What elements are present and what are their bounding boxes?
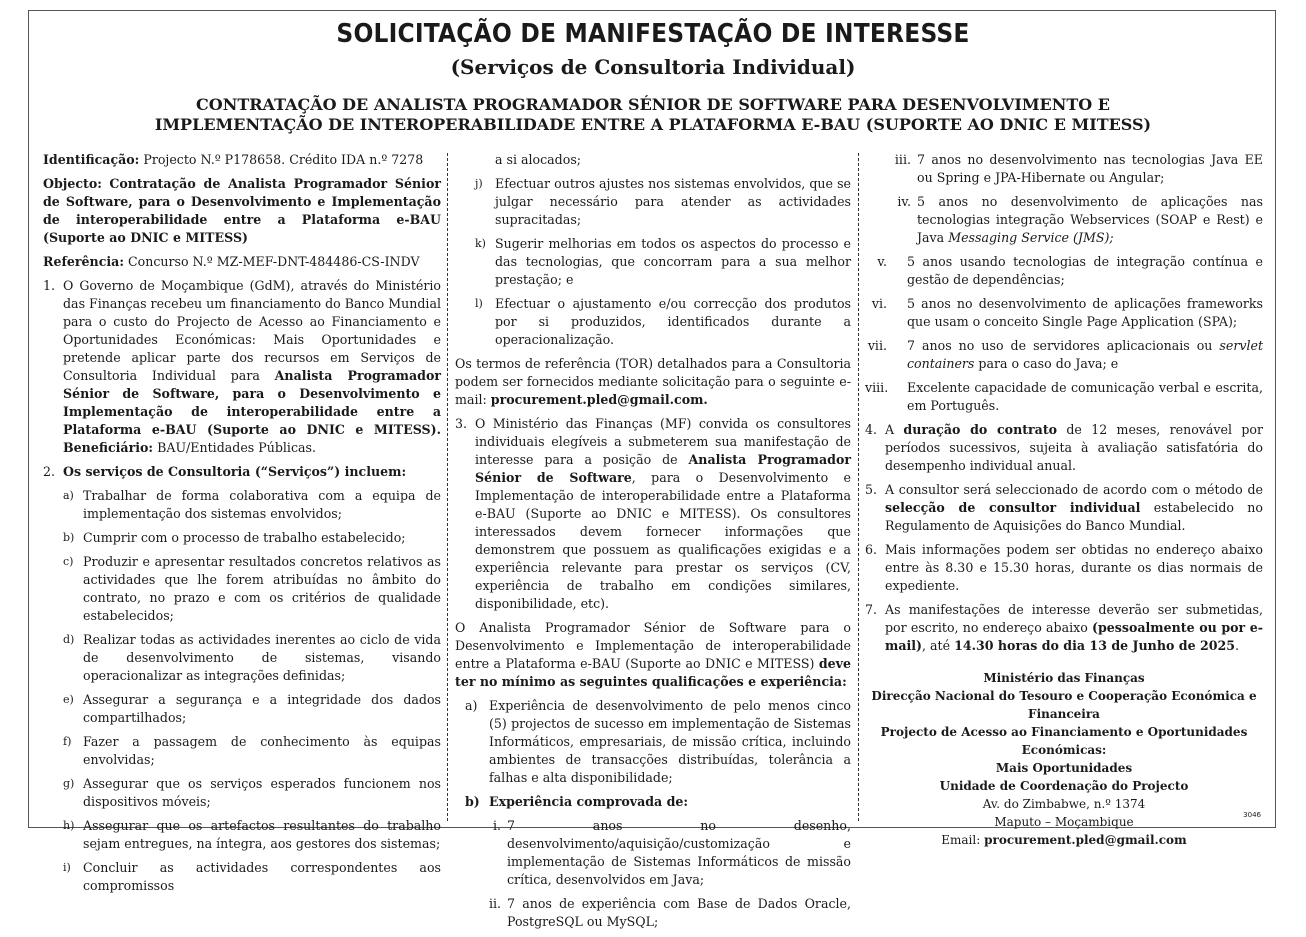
list-item: b) Experiência comprovada de: bbox=[465, 794, 689, 809]
list-item: ii. 7 anos de experiência com Base de Dados Oracle, PostgreSQL ou MySQL; bbox=[488, 896, 851, 929]
signature-block bbox=[865, 669, 1263, 849]
list-item: k) Sugerir melhorias em todos os aspectos do processo e das tecnologias, que concorram para a sua melhor prestação; e bbox=[475, 236, 851, 287]
list-item: e) Assegurar a segurança e a integridade dos dados compartilhados; bbox=[63, 692, 441, 725]
list-item: i. 7 anos no desenho, desenvolvimento/aquisição/customização e implementação de Sistemas Informáticos de missão crítica, desenvolvidos em Java; bbox=[492, 818, 851, 887]
column-3 bbox=[865, 151, 1263, 849]
tor-paragraph: Os termos de referência (TOR) detalhados para a Consultoria podem ser fornecidos mediante solicitação para o seguinte e-mail: procurement.pled@gmail.com. bbox=[455, 356, 851, 407]
list-item: g) Assegurar que os serviços esperados funcionem nos dispositivos móveis; bbox=[63, 776, 441, 809]
signature-program: Mais Oportunidades bbox=[995, 761, 1133, 775]
signature-city: Maputo – Moçambique bbox=[994, 815, 1134, 829]
list-item: a) Experiência de desenvolvimento de pelo menos cinco (5) projectos de sucesso em implementação de Sistemas Informáticos, empresariais, de missão crítica, incluindo ambientes de transacções distribuídas, tolerância a falhas e alta disponibilidade; bbox=[465, 698, 851, 785]
tor-email: procurement.pled@gmail.com. bbox=[490, 392, 708, 407]
signature-project: Projecto de Acesso ao Financiamento e Oportunidades Económicas: bbox=[880, 725, 1248, 757]
column-2 bbox=[455, 151, 851, 937]
list-item: c) Produzir e apresentar resultados concretos relativos as actividades que lhe forem atribuídas no âmbito do contrato, no prazo e com os critérios de qualidade estabelecidos; bbox=[63, 554, 441, 623]
section-6: 6. Mais informações podem ser obtidas no endereço abaixo entre às 8.30 e 15.30 horas, durante os dias normais de expediente. bbox=[865, 542, 1263, 593]
footer-code: 3046 bbox=[1243, 811, 1261, 819]
section-4: 4. A duração do contrato de 12 meses, renovável por períodos sucessivos, sujeita à avaliação satisfatória do desempenho individual anual. bbox=[865, 422, 1263, 473]
list-item: b) Cumprir com o processo de trabalho estabelecido; bbox=[63, 530, 406, 545]
headline-line-2: IMPLEMENTAÇÃO DE INTEROPERABILIDADE ENTRE A PLATAFORMA E-BAU (SUPORTE AO DNIC E MITESS) bbox=[154, 115, 1152, 134]
headline bbox=[29, 95, 1277, 135]
signature-ministry: Ministério das Finanças bbox=[983, 671, 1145, 685]
list-item: d) Realizar todas as actividades inerentes ao ciclo de vida de desenvolvimento de sistemas, visando operacionalizar as integrações definidas; bbox=[63, 632, 441, 683]
section-7: 7. As manifestações de interesse deverão ser submetidas, por escrito, no endereço abaixo (pessoalmente ou por e-mail), até 14.30 horas do dia 13 de Junho de 2025. bbox=[865, 602, 1263, 653]
list-item: a) Trabalhar de forma colaborativa com a equipa de implementação dos sistemas envolvidos; bbox=[63, 488, 441, 521]
referencia: Referência: Concurso N.º MZ-MEF-DNT-484486-CS-INDV bbox=[43, 254, 420, 269]
signature-email: Email: procurement.pled@gmail.com bbox=[941, 833, 1187, 847]
section-5: 5. A consultor será seleccionado de acordo com o método de selecção de consultor individual estabelecido no Regulamento de Aquisições do Banco Mundial. bbox=[865, 482, 1263, 533]
list-item: vii. 7 anos no uso de servidores aplicacionais ou servlet containers para o caso do Java; e bbox=[867, 338, 1263, 371]
section-2: 2. Os serviços de Consultoria (“Serviços”) incluem: bbox=[43, 464, 407, 479]
list-item: l) Efectuar o ajustamento e/ou correcção dos produtos por si produzidos, identificados durante a operacionalização. bbox=[475, 296, 851, 347]
page-subtitle: (Serviços de Consultoria Individual) bbox=[450, 55, 856, 79]
list-item: vi. 5 anos no desenvolvimento de aplicações frameworks que usam o conceito Single Page Application (SPA); bbox=[871, 296, 1263, 329]
list-item: i) Concluir as actividades correspondentes aos compromissos bbox=[63, 860, 441, 893]
section-1: 1. O Governo de Moçambique (GdM), através do Ministério das Finanças recebeu um financiamento do Banco Mundial para o custo do Projecto de Acesso ao Financiamento e Oportunidades Económicas: Mais Oportunidades e pretende aplicar parte dos recursos em Serviços de Consultoria Individual para Analista Programador Sénior de Software, para o Desenvolvimento e Implementação de interoperabilidade entre a Plataforma e-BAU (Suporte ao DNIC e MITESS). Beneficiário: BAU/Entidades Públicas. bbox=[43, 278, 441, 455]
signature-address: Av. do Zimbabwe, n.º 1374 bbox=[982, 797, 1146, 811]
list-continuation: a si alocados; bbox=[495, 152, 582, 167]
list-item: viii. Excelente capacidade de comunicação verbal e escrita, em Português. bbox=[865, 380, 1263, 413]
column-divider-2 bbox=[858, 153, 859, 821]
list-item: h) Assegurar que os artefactos resultantes do trabalho sejam entregues, na íntegra, aos gestores dos sistemas; bbox=[63, 818, 441, 851]
notice-frame bbox=[28, 10, 1276, 929]
list-item: f) Fazer a passagem de conhecimento às equipas envolvidas; bbox=[63, 734, 441, 767]
identificacao: Identificação: Projecto N.º P178658. Crédito IDA n.º 7278 bbox=[43, 152, 424, 167]
list-item: j) Efectuar outros ajustes nos sistemas envolvidos, que se julgar necessário para atender as actividades supracitadas; bbox=[475, 176, 851, 227]
signature-directorate: Direcção Nacional do Tesouro e Cooperação Económica e Financeira bbox=[871, 689, 1257, 721]
section-3: 3. O Ministério das Finanças (MF) convida os consultores individuais elegíveis a submeterem sua manifestação de interesse para a posição de Analista Programador Sénior de Software, para o Desenvolvimento e Implementação de interoperabilidade entre a Plataforma e-BAU (Suporte ao DNIC e MITESS). Os consultores interessados devem fornecer informações que demonstrem que possuem as qualificações exigidas e a experiência relevante para prestar os serviços (CV, experiência de trabalho em condições similares, disponibilidade, etc). bbox=[455, 416, 851, 611]
column-1 bbox=[43, 151, 441, 901]
headline-line-1: CONTRATAÇÃO DE ANALISTA PROGRAMADOR SÉNIOR DE SOFTWARE PARA DESENVOLVIMENTO E bbox=[196, 95, 1110, 114]
list-item: iv. 5 anos no desenvolvimento de aplicações nas tecnologias integração Webservices (SOAP e Rest) e Java Messaging Service (JMS); bbox=[897, 194, 1263, 245]
page-title: SOLICITAÇÃO DE MANIFESTAÇÃO DE INTERESSE bbox=[336, 19, 970, 49]
signature-unit: Unidade de Coordenação do Projecto bbox=[939, 779, 1189, 793]
column-divider-1 bbox=[447, 153, 448, 821]
list-item: v. 5 anos usando tecnologias de integração contínua e gestão de dependências; bbox=[877, 254, 1263, 287]
qualifications-paragraph: O Analista Programador Sénior de Software para o Desenvolvimento e Implementação de interoperabilidade entre a Plataforma e-BAU (Suporte ao DNIC e MITESS) deve ter no mínimo as seguintes qualificações e experiência: bbox=[455, 620, 851, 689]
list-item: iii. 7 anos no desenvolvimento nas tecnologias Java EE ou Spring e JPA-Hibernate ou Angular; bbox=[894, 152, 1263, 185]
objecto: Objecto: Contratação de Analista Programador Sénior de Software, para o Desenvolvimento e Implementação de interoperabilidade entre a Plataforma e-BAU (Suporte ao DNIC e MITESS) bbox=[43, 176, 441, 245]
